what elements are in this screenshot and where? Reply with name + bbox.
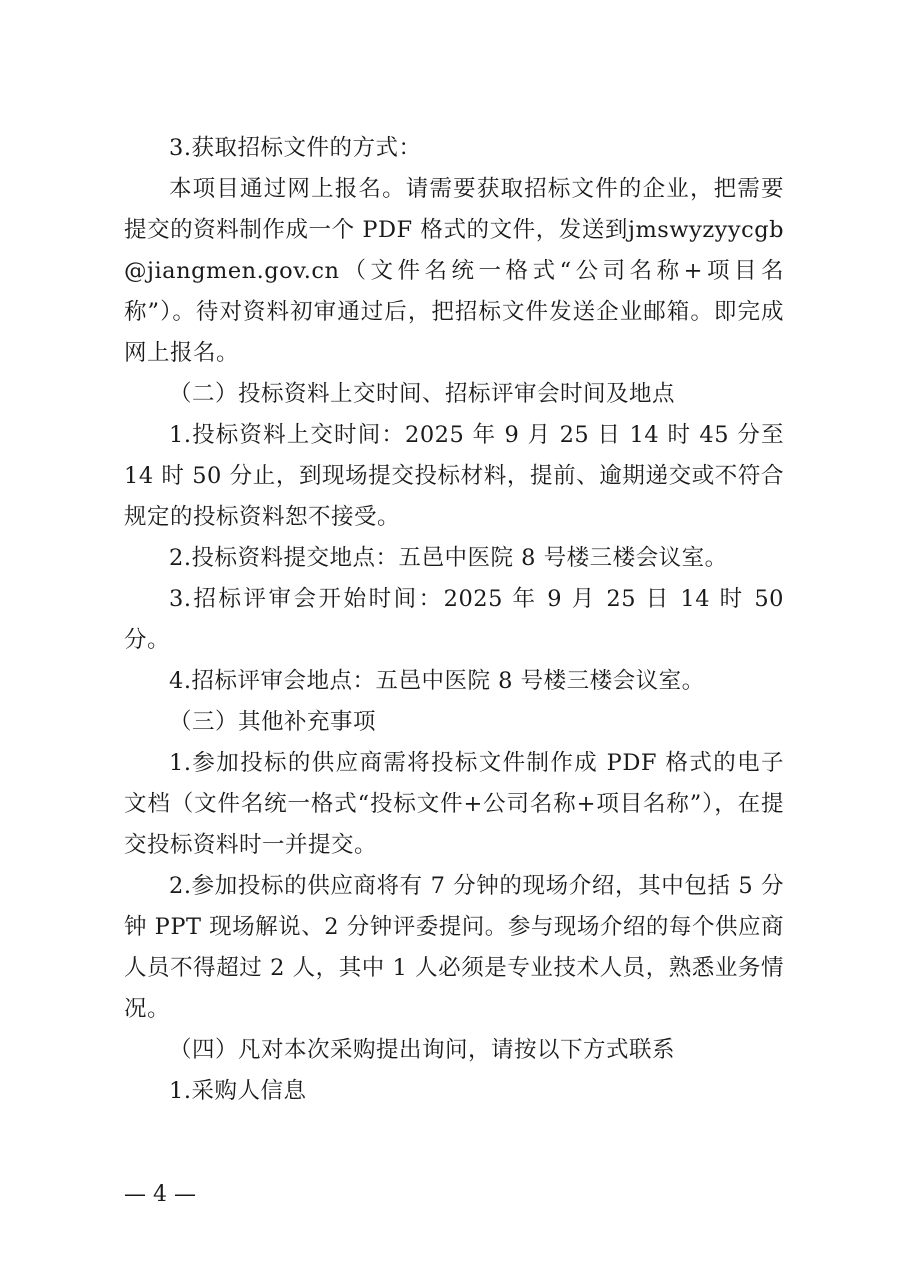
section-heading-2: （二）投标资料上交时间、招标评审会时间及地点 [169,381,676,407]
paragraph-submission-location: 2.投标资料提交地点：五邑中医院 8 号楼三楼会议室。 [169,545,728,571]
document-body [124,128,784,1112]
paragraph-electronic-document: 1.参加投标的供应商需将投标文件制作成 PDF 格式的电子文档（文件名统一格式“投标文件+公司名称+项目名称”），在提交投标资料时一并提交。 [124,750,784,858]
paragraph-review-location: 4.招标评审会地点：五邑中医院 8 号楼三楼会议室。 [169,668,705,694]
paragraph-review-start-time: 3.招标评审会开始时间：2025 年 9 月 25 日 14 时 50 分。 [124,586,784,653]
paragraph-submission-time: 1.投标资料上交时间：2025 年 9 月 25 日 14 时 45 分至 14 时 50 分止，到现场提交投标材料，提前、逾期递交或不符合规定的投标资料恕不接受。 [124,422,784,530]
paragraph-bid-doc-method: 3.获取招标文件的方式： [169,135,422,161]
paragraph-onsite-presentation: 2.参加投标的供应商将有 7 分钟的现场介绍，其中包括 5 分钟 PPT 现场解说、2 分钟评委提问。参与现场介绍的每个供应商人员不得超过 2 人，其中 1 人必须是专业技术人员，熟悉业务情况。 [124,873,784,1022]
paragraph-purchaser-info: 1.采购人信息 [169,1078,307,1104]
page-number: — 4 — [124,1182,196,1207]
paragraph-online-registration: 本项目通过网上报名。请需要获取招标文件的企业，把需要提交的资料制作成一个 PDF 格式的文件，发送到jmswyzyycgb@jiangmen.gov.cn（文件名统一格式“公司名称+项目名称”）。待对资料初审通过后，把招标文件发送企业邮箱。即完成网上报名。 [124,176,784,366]
section-heading-3: （三）其他补充事项 [169,709,377,735]
section-heading-4: （四）凡对本次采购提出询问，请按以下方式联系 [169,1037,676,1063]
